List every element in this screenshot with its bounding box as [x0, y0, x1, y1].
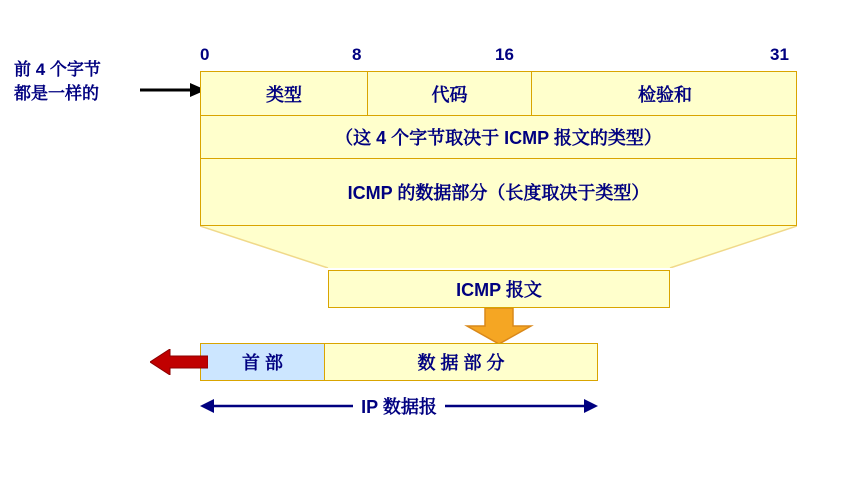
icmp-code-field: 代码 [367, 72, 531, 115]
funnel-connector [200, 226, 797, 268]
icmp-variable-row [201, 115, 796, 158]
ip-data-field: 数 据 部 分 [417, 353, 505, 373]
left-annotation [14, 58, 101, 106]
pointer-arrow-icon [140, 80, 206, 100]
left-annotation-line1: 前 4 个字节 [14, 60, 101, 79]
ip-header-field: 首 部 [201, 344, 325, 380]
bit-tick-16: 16 [495, 45, 514, 64]
left-arrow-icon [150, 349, 208, 375]
icmp-message-structure [200, 71, 797, 226]
icmp-type-field: 类型 [266, 84, 302, 105]
icmp-header-row [201, 72, 796, 115]
icmp-variable-row-label: （这 4 个字节取决于 ICMP 报文的类型） [335, 128, 662, 148]
bit-tick-0: 0 [200, 45, 210, 64]
icmp-checksum-field: 检验和 [531, 72, 798, 115]
ip-datagram-span-text: IP 数据报 [353, 393, 445, 419]
icmp-data-row [201, 158, 796, 224]
ip-datagram-span-label [200, 392, 598, 420]
bit-tick-31: 31 [770, 45, 789, 64]
bit-tick-8: 8 [352, 45, 362, 64]
icmp-message-box: ICMP 报文 [328, 270, 670, 308]
down-arrow-icon [463, 308, 535, 344]
icmp-data-row-label: ICMP 的数据部分（长度取决于类型） [347, 182, 650, 203]
left-annotation-line2: 都是一样的 [14, 84, 99, 103]
ip-datagram-box [200, 343, 598, 381]
